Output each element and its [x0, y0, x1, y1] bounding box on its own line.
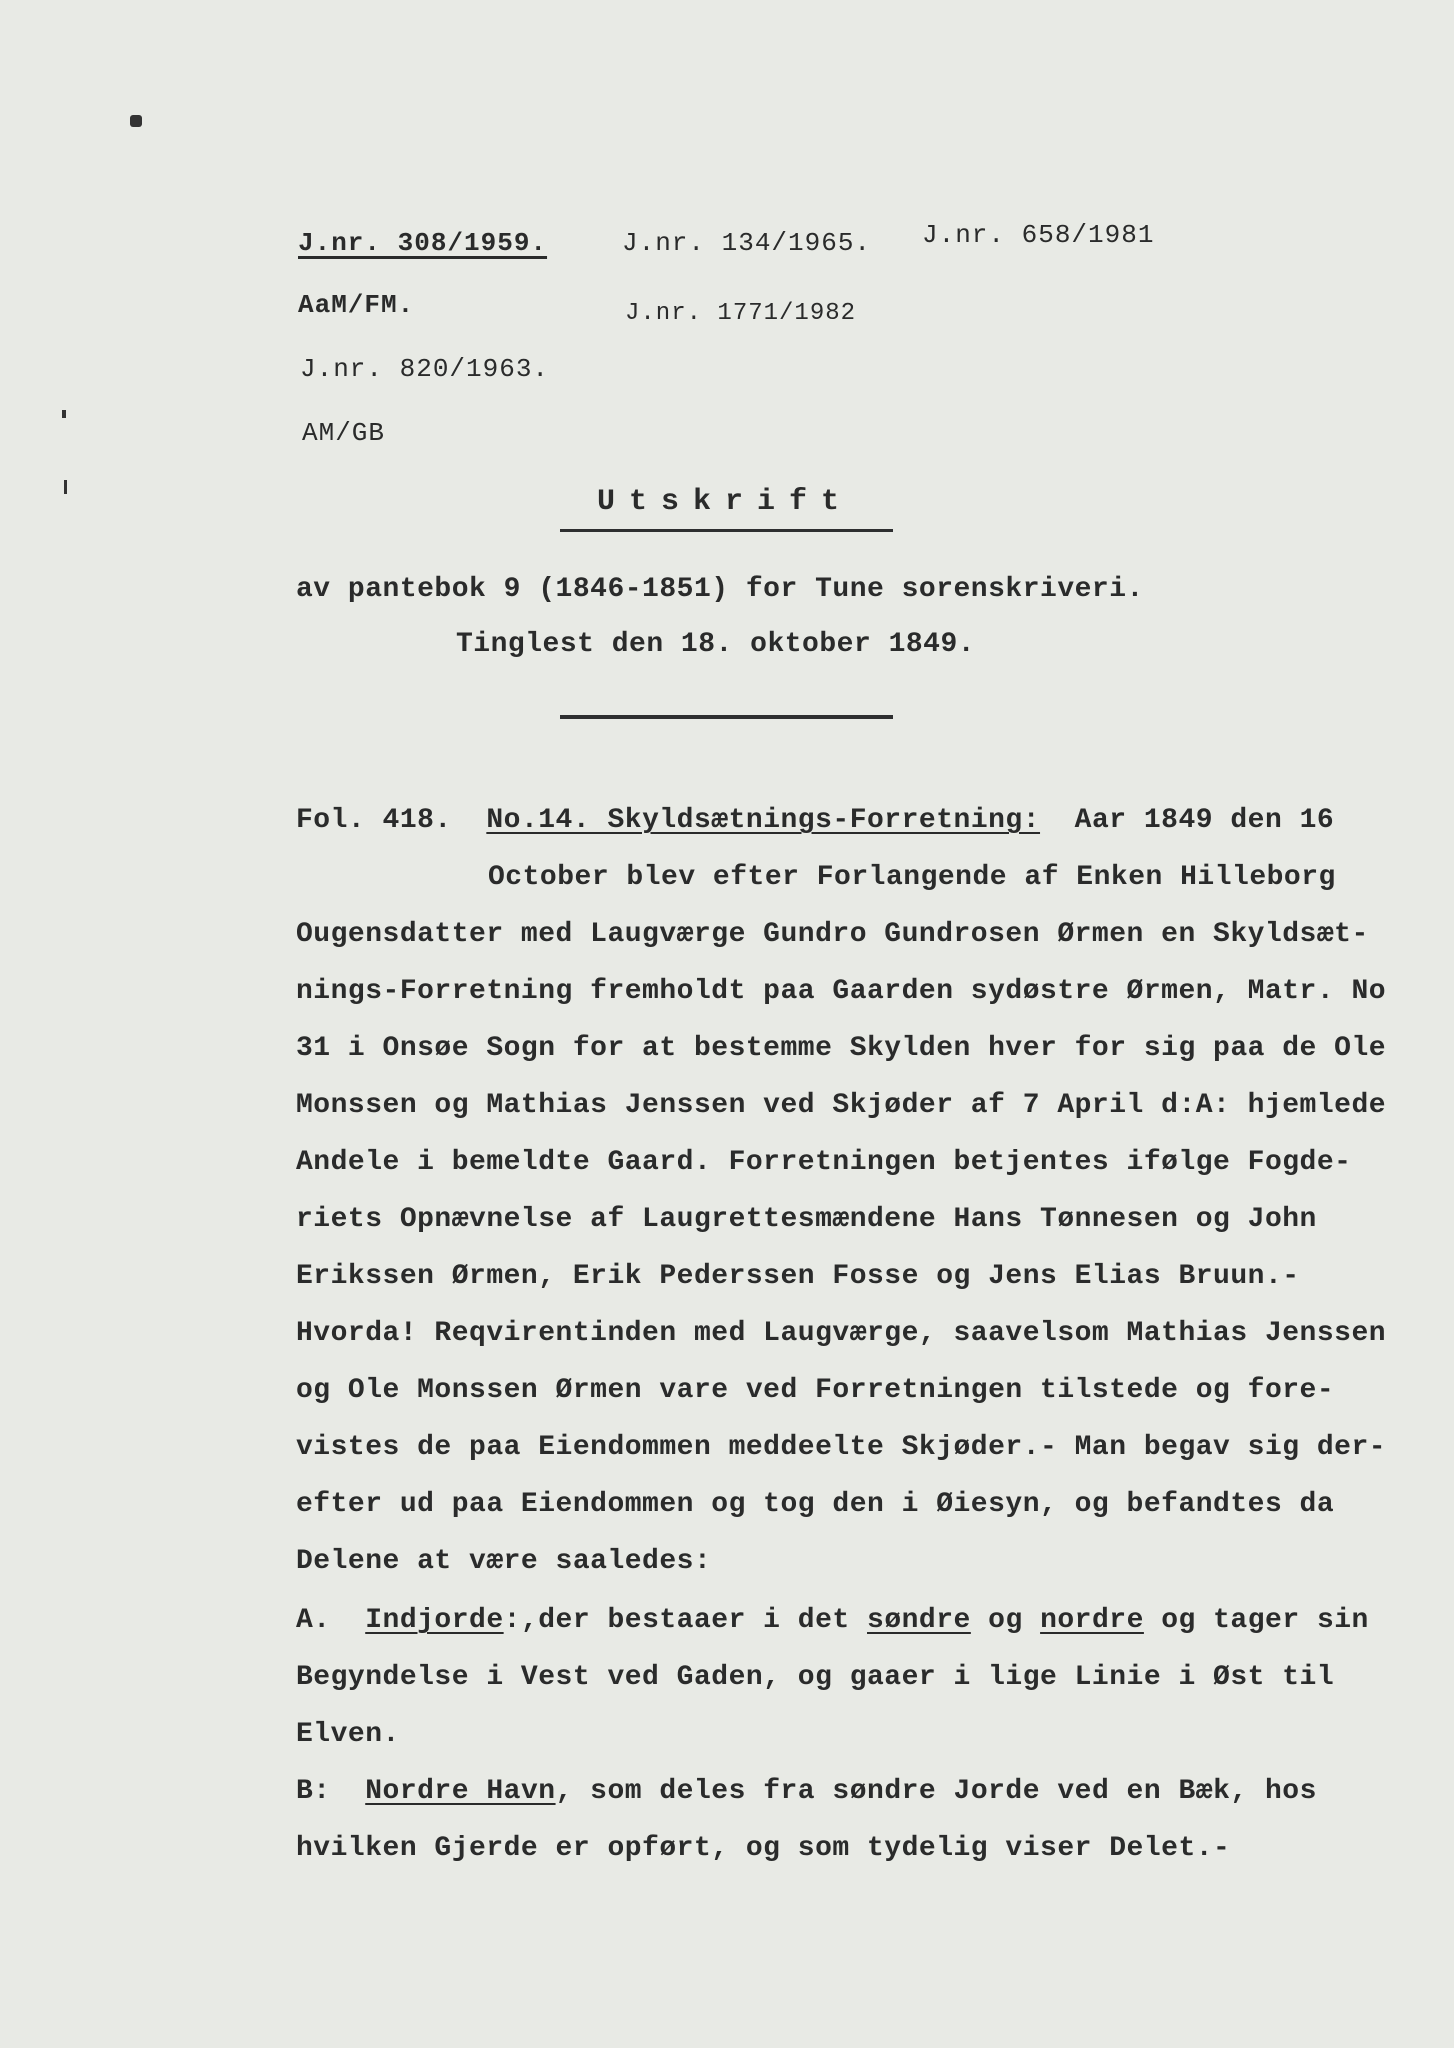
section-a-text-1: :,der bestaaer i det: [503, 1605, 850, 1636]
body-line-3: Ougensdatter med Laugværge Gundro Gundrosen Ørmen en Skyldsæt-: [296, 919, 1369, 950]
title-rule: [560, 529, 893, 532]
section-b-line-1: [296, 1776, 1317, 1807]
scan-mark: [64, 480, 67, 494]
journal-number-1982: J.nr. 1771/1982: [625, 300, 857, 327]
journal-number-1965: J.nr. 134/1965.: [622, 228, 872, 258]
body-line-11: og Ole Monssen Ørmen vare ved Forretningen tilstede og fore-: [296, 1375, 1335, 1406]
journal-number-1963: J.nr. 820/1963.: [300, 354, 550, 384]
section-a-line-2: Begyndelse i Vest ved Gaden, og gaaer i lige Linie i Øst til: [296, 1662, 1335, 1693]
section-b-term: Nordre Havn: [365, 1776, 556, 1807]
section-a-label: A.: [296, 1605, 331, 1636]
body-line-1: [296, 805, 1334, 836]
scan-mark: [62, 410, 66, 418]
section-a-line-3: Elven.: [296, 1719, 400, 1750]
scan-mark: [130, 115, 142, 127]
folio-number: Fol. 418.: [296, 805, 452, 836]
initials-aam-fm: AaM/FM.: [298, 290, 415, 320]
body-line-6: Monssen og Mathias Jenssen ved Skjøder af 7 April d:A: hjemlede: [296, 1090, 1387, 1121]
section-a-nordre: nordre: [1040, 1605, 1144, 1636]
section-a-line-1: [296, 1605, 1369, 1636]
body-line-14: Delene at være saaledes:: [296, 1546, 712, 1577]
subtitle-line-2: Tinglest den 18. oktober 1849.: [456, 629, 976, 660]
body-line-2: October blev efter Forlangende af Enken Hilleborg: [488, 862, 1336, 893]
section-a-term: Indjorde: [365, 1605, 504, 1636]
subtitle-line-1: av pantebok 9 (1846-1851) for Tune sorenskriveri.: [296, 574, 1144, 605]
initials-am-gb: AM/GB: [302, 418, 386, 448]
journal-number-1959: J.nr. 308/1959.: [298, 228, 548, 258]
body-line-1-rest: Aar 1849 den 16: [1074, 805, 1335, 836]
body-line-4: nings-Forretning fremholdt paa Gaarden sydøstre Ørmen, Matr. No: [296, 976, 1387, 1007]
body-line-7: Andele i bemeldte Gaard. Forretningen betjentes ifølge Fogde-: [296, 1147, 1352, 1178]
entry-heading: No.14. Skyldsætnings-Forretning:: [486, 805, 1041, 836]
journal-number-1981: J.nr. 658/1981: [922, 220, 1155, 250]
document-title: Utskrift: [596, 485, 854, 519]
section-a-og: og: [988, 1605, 1023, 1636]
body-line-8: riets Opnævnelse af Laugrettesmændene Hans Tønnesen og John: [296, 1204, 1317, 1235]
section-b-text: , som deles fra søndre Jorde ved en Bæk, hos: [555, 1776, 1317, 1807]
body-line-5: 31 i Onsøe Sogn for at bestemme Skylden hver for sig paa de Ole: [296, 1033, 1387, 1064]
section-b-line-2: hvilken Gjerde er opført, og som tydelig viser Delet.-: [296, 1833, 1231, 1864]
body-line-9: Erikssen Ørmen, Erik Pederssen Fosse og Jens Elias Bruun.-: [296, 1261, 1300, 1292]
body-line-10: Hvorda! Reqvirentinden med Laugværge, saavelsom Mathias Jenssen: [296, 1318, 1387, 1349]
subtitle-rule: [560, 715, 893, 719]
body-line-13: efter ud paa Eiendommen og tog den i Øiesyn, og befandtes da: [296, 1489, 1335, 1520]
section-b-label: B:: [296, 1776, 331, 1807]
body-line-12: vistes de paa Eiendommen meddeelte Skjøder.- Man begav sig der-: [296, 1432, 1387, 1463]
section-a-sondre: søndre: [867, 1605, 971, 1636]
section-a-text-2: og tager sin: [1161, 1605, 1369, 1636]
